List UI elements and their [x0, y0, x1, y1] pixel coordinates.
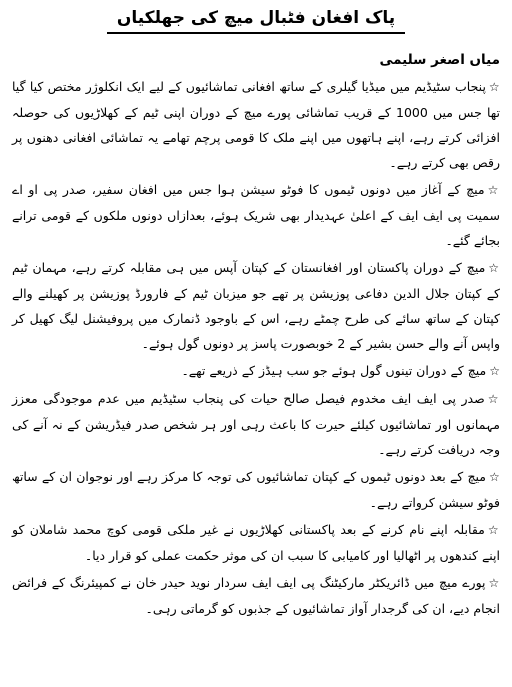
paragraph-text: میچ کے دوران پاکستان اور افغانستان کے کپتان آپس میں ہی مقابلہ کرتے رہے، مہمان ٹیم کے کپتان جلال الدین دفاعی پوزیشن پر تھے جو میزبان ٹیم کے فارورڈ پوزیشن پر کھیلنے والے کپتان کے ساتھ سائے کی طرح چمٹے رہے، اس کے باوجود ڈنمارک میں پروفیشنل لیگ کھیل کر واپس آنے والے حسن بشیر کے 2 خوبصورت پاسز پر دونوں گول ہوئے۔ — [12, 260, 500, 351]
paragraph-text: میچ کے بعد دونوں ٹیموں کے کپتان تماشائیوں کی توجہ کا مرکز رہے اور نوجوان ان کے ساتھ فوٹو سیشن کرواتے رہے۔ — [12, 469, 500, 510]
paragraph-text: میچ کے آغاز میں دونوں ٹیموں کا فوٹو سیشن ہوا جس میں افغان سفیر، صدر پی او اے سمیت پی ایف ایف کے اعلیٰ عہدیدار بھی شریک ہوئے، بعدازاں دونوں ملکوں کے قومی ترانے بجائے گئے۔ — [12, 182, 500, 248]
star-bullet-icon: ☆ — [489, 470, 501, 484]
paragraph-4 — [12, 358, 500, 384]
paragraph-text: میچ کے دوران تینوں گول ہوئے جو سب ہیڈز کے ذریعے تھے۔ — [181, 363, 487, 378]
paragraph-6 — [12, 464, 500, 515]
star-bullet-icon: ☆ — [487, 183, 501, 197]
paragraph-3 — [12, 255, 500, 356]
paragraph-7 — [12, 517, 500, 568]
star-bullet-icon: ☆ — [487, 392, 500, 406]
article-author: میاں اصغر سلیمی — [379, 52, 500, 68]
title-wrap — [12, 6, 500, 34]
star-bullet-icon: ☆ — [489, 364, 500, 378]
paragraph-2 — [12, 177, 500, 253]
star-bullet-icon: ☆ — [488, 576, 500, 590]
paragraph-1 — [12, 74, 500, 175]
paragraph-8 — [12, 570, 500, 621]
star-bullet-icon: ☆ — [488, 261, 500, 275]
paragraph-5 — [12, 386, 500, 462]
paragraph-text: پنجاب سٹیڈیم میں میڈیا گیلری کے ساتھ افغانی تماشائیوں کے لیے ایک انکلوژر مختص کیا گیا تھا جس میں 1000 کے قریب تماشائی پورے میچ کے دوران اپنی ٹیم کے کھلاڑیوں کی حوصلہ افزائی کرتے رہے، اپنے ہاتھوں میں اپنے ملک کا قومی پرچم تھامے یہ تماشائی افغانی دھنوں پر رقص بھی کرتے رہے۔ — [12, 79, 501, 170]
paragraph-text: مقابلہ اپنے نام کرنے کے بعد پاکستانی کھلاڑیوں نے غیر ملکی قومی کوچ محمد شاملان کو اپنے کندھوں پر اٹھالیا اور کامیابی کا سبب ان کی موثر حکمت عملی کو قرار دیا۔ — [12, 522, 500, 563]
star-bullet-icon: ☆ — [488, 80, 500, 94]
star-bullet-icon: ☆ — [487, 523, 500, 537]
paragraph-text: صدر پی ایف ایف مخدوم فیصل صالح حیات کی پنجاب سٹیڈیم میں عدم موجودگی معزز مہمانوں اور تماشائیوں کیلئے حیرت کا باعث رہی اور ہر شخص صدر فیڈریشن کے نہ آنے کی وجہ دریافت کرتے رہے۔ — [12, 391, 500, 457]
article-title: پاک افغان فٹبال میچ کی جھلکیاں — [107, 6, 405, 34]
paragraph-text: پورے میچ میں ڈائریکٹر مارکیٹنگ پی ایف ایف سردار نوید حیدر خان نے کمپیئرنگ کے فرائض انجام دیے، ان کی گرجدار آواز تماشائیوں کے جذبوں کو گرماتی رہی۔ — [12, 575, 500, 616]
